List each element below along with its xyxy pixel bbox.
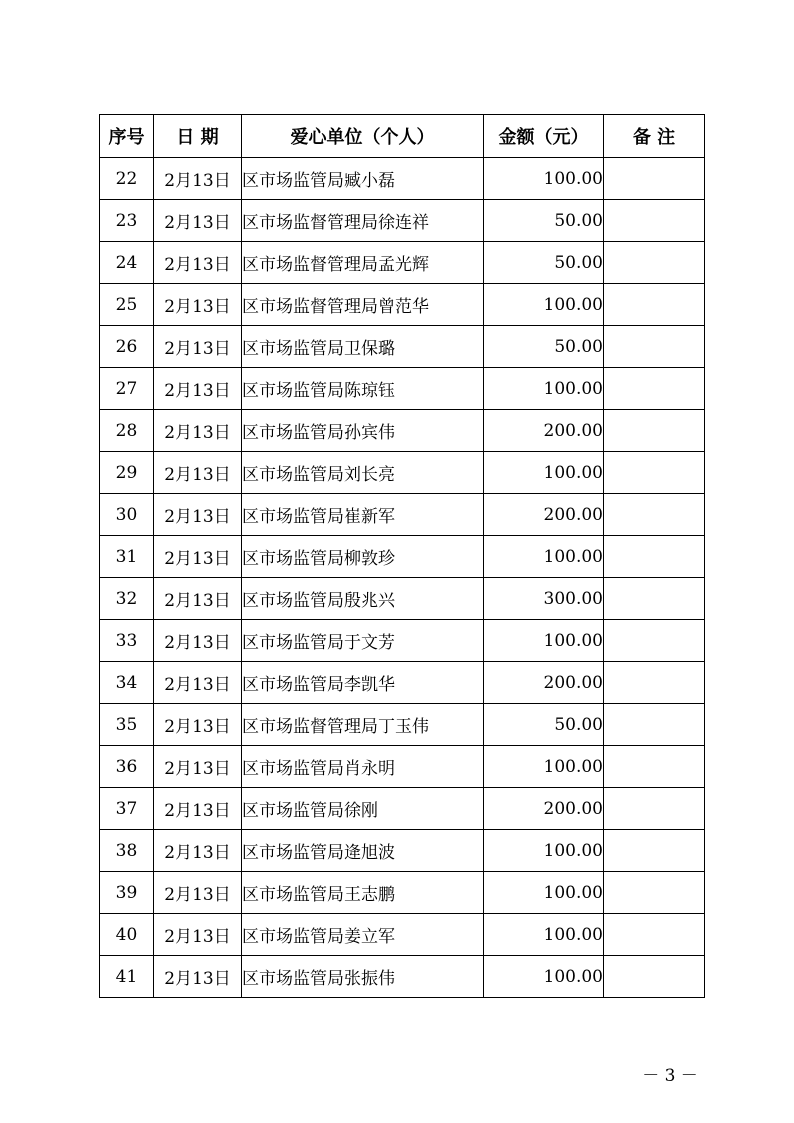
cell-unit: 区市场监管局崔新军 xyxy=(242,494,484,536)
cell-amount: 100.00 xyxy=(484,746,604,788)
cell-note xyxy=(604,830,705,872)
cell-date: 2月13日 xyxy=(154,620,242,662)
cell-note xyxy=(604,620,705,662)
cell-note xyxy=(604,452,705,494)
cell-no: 26 xyxy=(100,326,154,368)
cell-no: 27 xyxy=(100,368,154,410)
cell-note xyxy=(604,872,705,914)
cell-no: 24 xyxy=(100,242,154,284)
table-row xyxy=(100,452,705,494)
cell-note xyxy=(604,536,705,578)
cell-unit: 区市场监管局徐刚 xyxy=(242,788,484,830)
cell-date: 2月13日 xyxy=(154,494,242,536)
cell-unit: 区市场监管局卫保璐 xyxy=(242,326,484,368)
table-row xyxy=(100,914,705,956)
cell-date: 2月13日 xyxy=(154,368,242,410)
cell-note xyxy=(604,662,705,704)
header-no: 序号 xyxy=(100,115,154,158)
cell-unit: 区市场监管局柳敦珍 xyxy=(242,536,484,578)
table-row xyxy=(100,326,705,368)
cell-note xyxy=(604,158,705,200)
cell-amount: 100.00 xyxy=(484,830,604,872)
cell-no: 38 xyxy=(100,830,154,872)
cell-amount: 100.00 xyxy=(484,536,604,578)
cell-date: 2月13日 xyxy=(154,956,242,998)
table-header xyxy=(100,115,705,158)
table-row xyxy=(100,536,705,578)
cell-amount: 100.00 xyxy=(484,620,604,662)
cell-no: 37 xyxy=(100,788,154,830)
cell-unit: 区市场监督管理局孟光辉 xyxy=(242,242,484,284)
cell-amount: 100.00 xyxy=(484,956,604,998)
table-row xyxy=(100,620,705,662)
cell-amount: 100.00 xyxy=(484,914,604,956)
table-row xyxy=(100,368,705,410)
cell-date: 2月13日 xyxy=(154,410,242,452)
cell-amount: 100.00 xyxy=(484,452,604,494)
cell-no: 30 xyxy=(100,494,154,536)
cell-note xyxy=(604,914,705,956)
cell-no: 22 xyxy=(100,158,154,200)
cell-no: 34 xyxy=(100,662,154,704)
cell-no: 39 xyxy=(100,872,154,914)
cell-unit: 区市场监管局殷兆兴 xyxy=(242,578,484,620)
cell-note xyxy=(604,410,705,452)
cell-amount: 200.00 xyxy=(484,788,604,830)
cell-amount: 50.00 xyxy=(484,326,604,368)
cell-amount: 100.00 xyxy=(484,872,604,914)
cell-amount: 200.00 xyxy=(484,494,604,536)
table-row xyxy=(100,662,705,704)
cell-note xyxy=(604,284,705,326)
cell-unit: 区市场监督管理局曾范华 xyxy=(242,284,484,326)
table-row xyxy=(100,242,705,284)
cell-note xyxy=(604,704,705,746)
cell-unit: 区市场监督管理局丁玉伟 xyxy=(242,704,484,746)
table-body xyxy=(100,158,705,998)
table-row xyxy=(100,788,705,830)
cell-date: 2月13日 xyxy=(154,200,242,242)
cell-unit: 区市场监管局李凯华 xyxy=(242,662,484,704)
cell-note xyxy=(604,746,705,788)
cell-unit: 区市场监督管理局徐连祥 xyxy=(242,200,484,242)
cell-amount: 100.00 xyxy=(484,368,604,410)
cell-amount: 200.00 xyxy=(484,410,604,452)
cell-no: 29 xyxy=(100,452,154,494)
table-row xyxy=(100,158,705,200)
cell-no: 28 xyxy=(100,410,154,452)
table-row xyxy=(100,830,705,872)
cell-no: 33 xyxy=(100,620,154,662)
cell-unit: 区市场监管局王志鹏 xyxy=(242,872,484,914)
cell-amount: 50.00 xyxy=(484,242,604,284)
cell-unit: 区市场监管局刘长亮 xyxy=(242,452,484,494)
cell-date: 2月13日 xyxy=(154,746,242,788)
cell-note xyxy=(604,788,705,830)
cell-date: 2月13日 xyxy=(154,326,242,368)
cell-date: 2月13日 xyxy=(154,872,242,914)
cell-amount: 300.00 xyxy=(484,578,604,620)
cell-amount: 200.00 xyxy=(484,662,604,704)
cell-note xyxy=(604,242,705,284)
cell-no: 40 xyxy=(100,914,154,956)
cell-unit: 区市场监管局陈琼钰 xyxy=(242,368,484,410)
cell-date: 2月13日 xyxy=(154,242,242,284)
cell-date: 2月13日 xyxy=(154,284,242,326)
table-row xyxy=(100,284,705,326)
cell-no: 31 xyxy=(100,536,154,578)
table-row xyxy=(100,746,705,788)
cell-note xyxy=(604,200,705,242)
cell-note xyxy=(604,326,705,368)
table-row xyxy=(100,200,705,242)
cell-no: 41 xyxy=(100,956,154,998)
page-number: － 3 － xyxy=(642,1066,698,1086)
header-unit: 爱心单位（个人） xyxy=(242,115,484,158)
cell-unit: 区市场监管局张振伟 xyxy=(242,956,484,998)
donation-table xyxy=(99,114,705,998)
header-amount: 金额（元） xyxy=(484,115,604,158)
cell-note xyxy=(604,578,705,620)
cell-no: 32 xyxy=(100,578,154,620)
header-note: 备 注 xyxy=(604,115,705,158)
table-row xyxy=(100,956,705,998)
cell-amount: 100.00 xyxy=(484,284,604,326)
cell-date: 2月13日 xyxy=(154,158,242,200)
cell-date: 2月13日 xyxy=(154,452,242,494)
table-row xyxy=(100,410,705,452)
cell-date: 2月13日 xyxy=(154,662,242,704)
cell-unit: 区市场监管局姜立军 xyxy=(242,914,484,956)
table-row xyxy=(100,578,705,620)
cell-unit: 区市场监管局于文芳 xyxy=(242,620,484,662)
cell-amount: 100.00 xyxy=(484,158,604,200)
cell-unit: 区市场监管局孙宾伟 xyxy=(242,410,484,452)
cell-unit: 区市场监管局逄旭波 xyxy=(242,830,484,872)
cell-date: 2月13日 xyxy=(154,830,242,872)
cell-date: 2月13日 xyxy=(154,536,242,578)
cell-amount: 50.00 xyxy=(484,704,604,746)
header-date: 日 期 xyxy=(154,115,242,158)
table-row xyxy=(100,494,705,536)
header-row xyxy=(100,115,705,158)
cell-date: 2月13日 xyxy=(154,578,242,620)
cell-amount: 50.00 xyxy=(484,200,604,242)
cell-date: 2月13日 xyxy=(154,704,242,746)
cell-date: 2月13日 xyxy=(154,914,242,956)
cell-date: 2月13日 xyxy=(154,788,242,830)
cell-no: 23 xyxy=(100,200,154,242)
cell-unit: 区市场监管局肖永明 xyxy=(242,746,484,788)
cell-no: 36 xyxy=(100,746,154,788)
table-row xyxy=(100,704,705,746)
cell-note xyxy=(604,494,705,536)
table-row xyxy=(100,872,705,914)
cell-no: 35 xyxy=(100,704,154,746)
cell-note xyxy=(604,368,705,410)
cell-unit: 区市场监管局臧小磊 xyxy=(242,158,484,200)
cell-note xyxy=(604,956,705,998)
cell-no: 25 xyxy=(100,284,154,326)
